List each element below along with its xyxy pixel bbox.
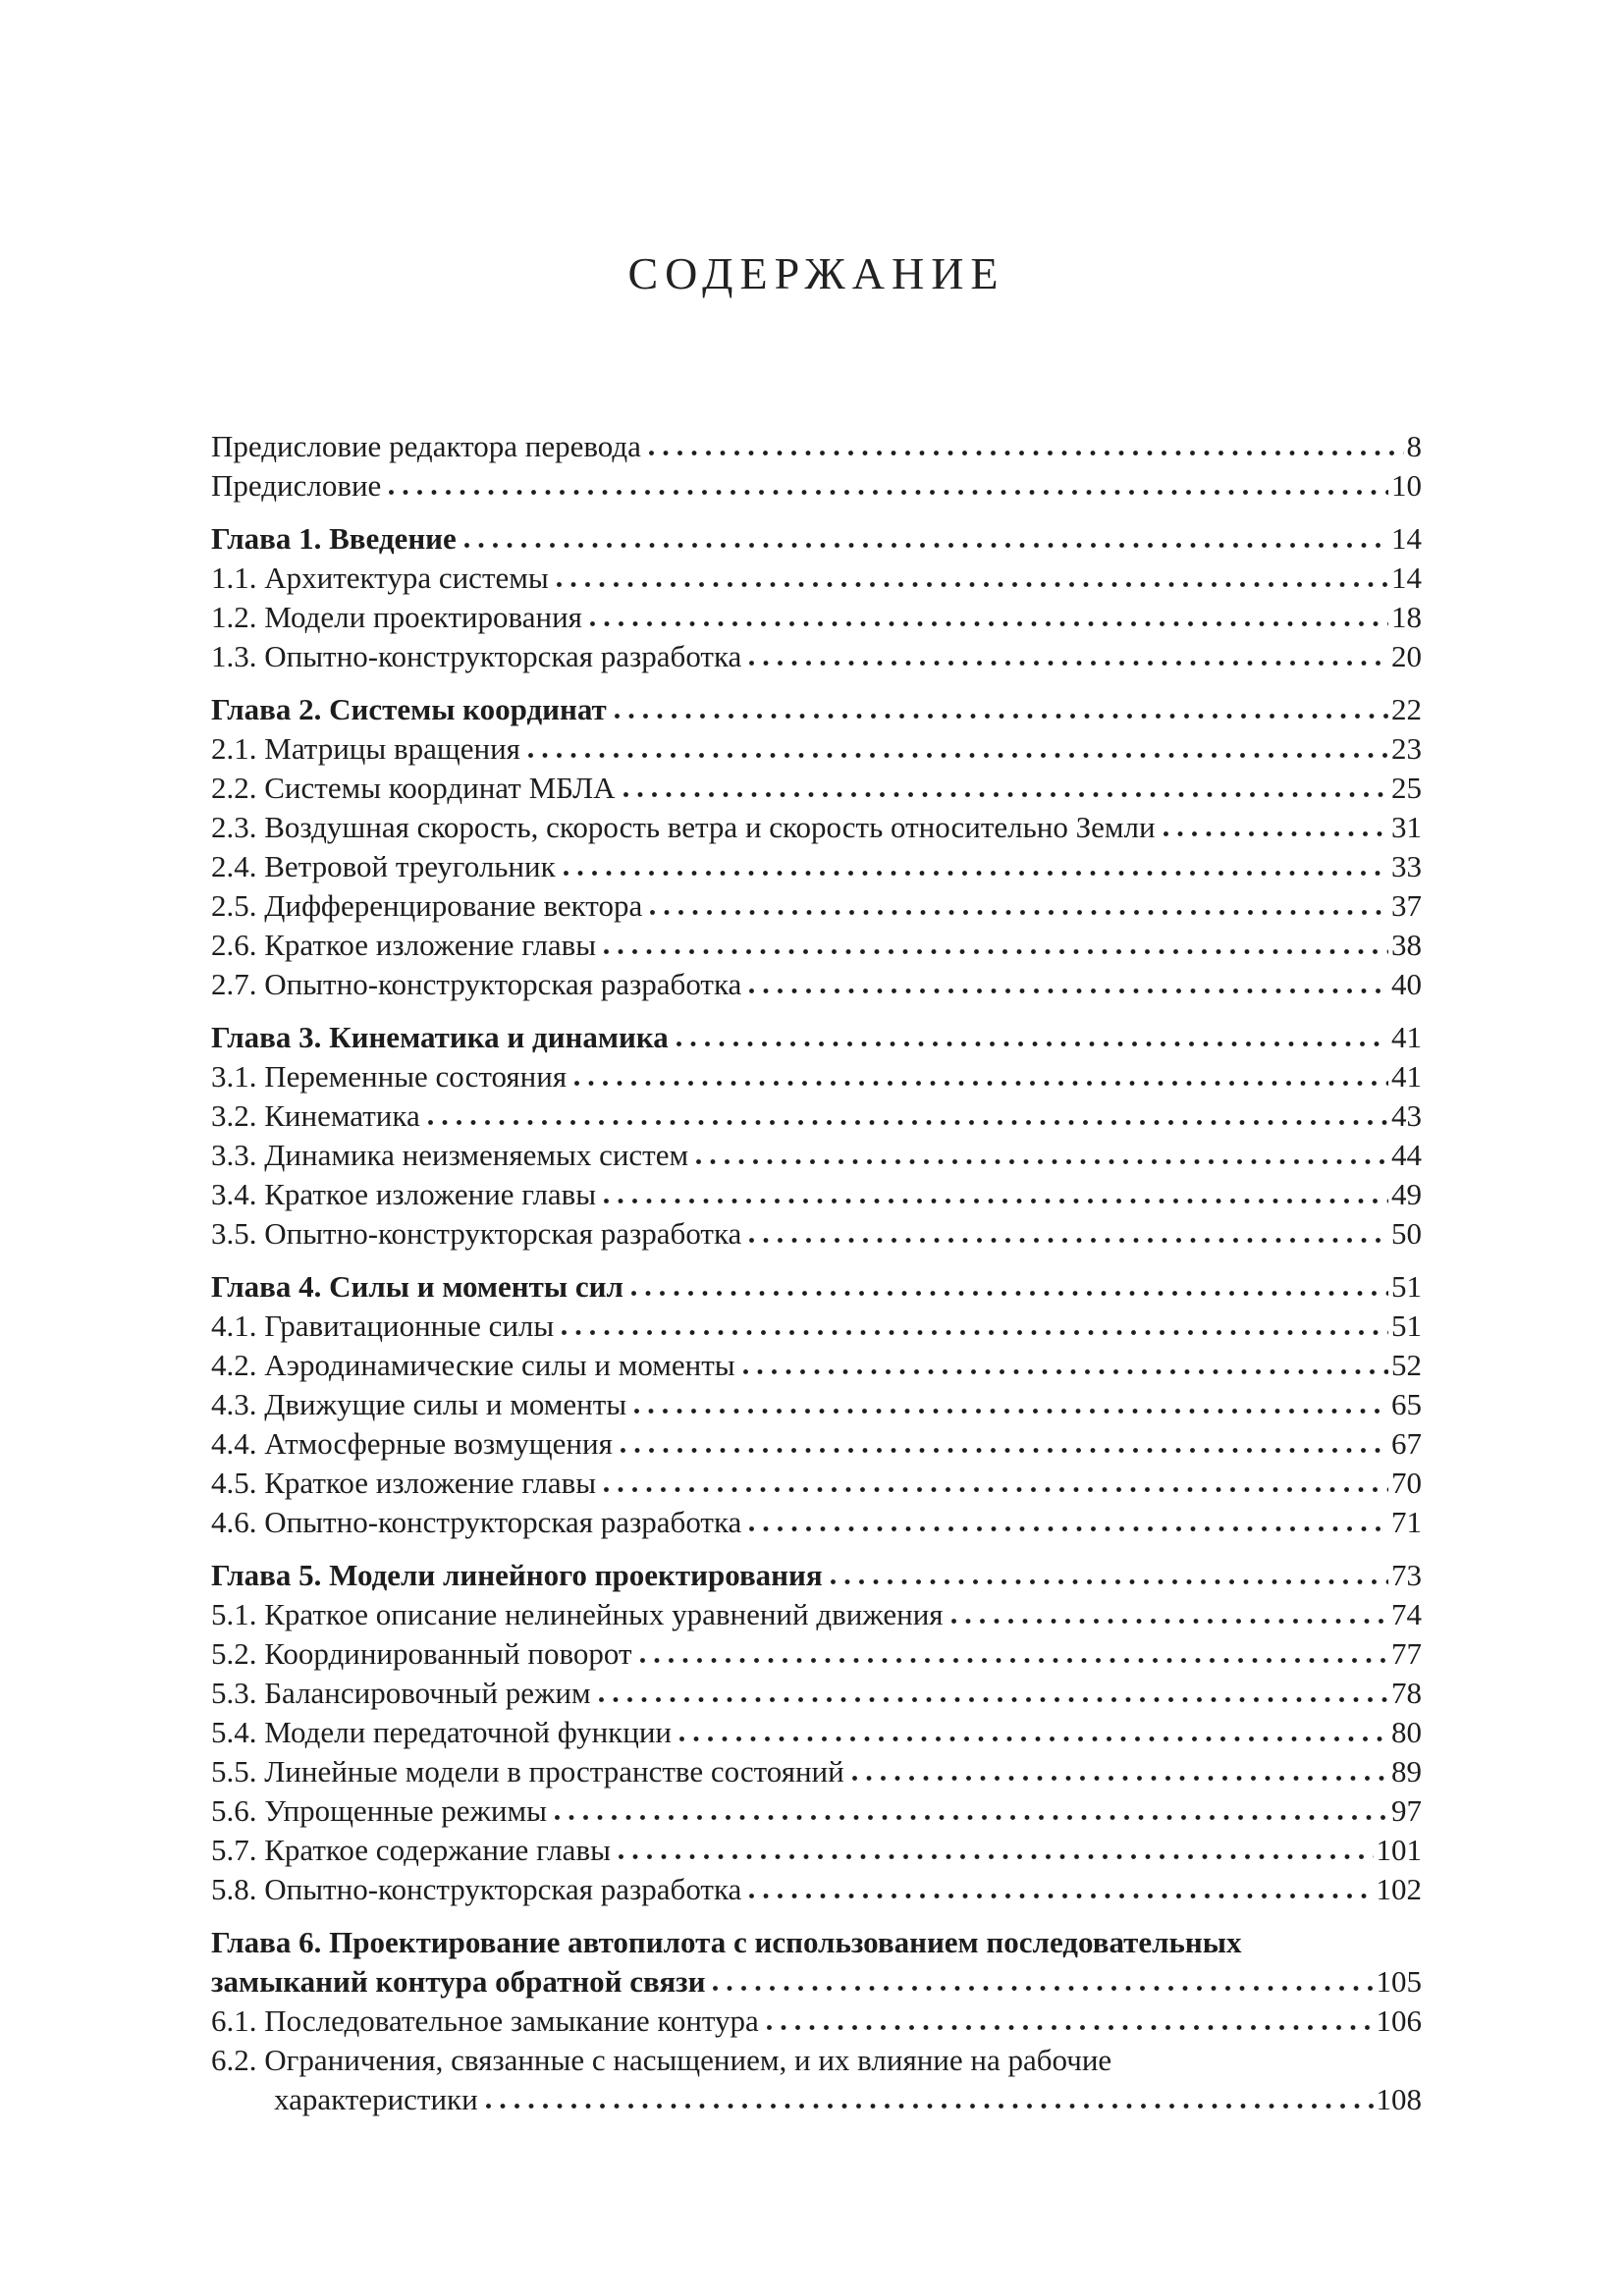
toc-entry-label: 3.4. Краткое изложение главы <box>211 1177 597 1211</box>
toc-entry-label: Глава 1. Введение <box>211 521 457 556</box>
dot-leader <box>618 1853 1374 1860</box>
dot-leader <box>950 1618 1388 1625</box>
toc-entry-label: Глава 3. Кинематика и динамика <box>211 1020 669 1054</box>
toc-entry-page: 38 <box>1391 928 1422 962</box>
toc-entry-label: 2.6. Краткое изложение главы <box>211 928 597 962</box>
toc-entry-line <box>211 1962 1422 2002</box>
toc-entry-line <box>211 1346 1422 1385</box>
toc-entry-label: 1.3. Опытно-конструкторская разработка <box>211 639 742 673</box>
toc-entry-page: 71 <box>1391 1505 1422 1539</box>
toc-entry-line <box>211 559 1422 598</box>
toc-entry-page: 65 <box>1391 1387 1422 1421</box>
toc-entry-page: 14 <box>1391 521 1422 556</box>
dot-leader <box>630 1290 1388 1297</box>
dot-leader <box>676 1041 1388 1047</box>
toc-entry-line <box>211 1752 1422 1791</box>
dot-leader <box>623 791 1388 798</box>
toc-entry-line <box>211 690 1422 729</box>
dot-leader <box>573 1080 1388 1087</box>
dot-leader <box>742 1368 1388 1375</box>
dot-leader <box>427 1119 1388 1126</box>
toc-entry-page: 106 <box>1376 2003 1422 2038</box>
toc-entry-line <box>211 1096 1422 1136</box>
toc-entry-line <box>211 1424 1422 1464</box>
toc-entry-page: 97 <box>1391 1793 1422 1828</box>
toc-entry-label: Глава 5. Модели линейного проектирования <box>211 1558 823 1592</box>
toc-entry-page: 37 <box>1391 888 1422 923</box>
toc-entry-label: 2.4. Ветровой треугольник <box>211 849 556 883</box>
toc-entry-label: Предисловие редактора перевода <box>211 429 641 463</box>
toc-entry-line <box>211 1307 1422 1346</box>
toc-entry-line <box>211 1556 1422 1595</box>
toc-entry-line <box>211 1634 1422 1674</box>
toc-entry-page: 41 <box>1391 1059 1422 1094</box>
toc-entry-label: Глава 6. Проектирование автопилота с использованием последовательных <box>211 1925 1242 1959</box>
toc-entry-line <box>211 1595 1422 1634</box>
toc-entry-label: 4.2. Аэродинамические силы и моменты <box>211 1348 735 1382</box>
toc-entry-page: 89 <box>1391 1754 1422 1789</box>
dot-leader <box>563 870 1388 877</box>
dot-leader <box>556 581 1388 588</box>
toc-entry-line <box>211 1057 1422 1096</box>
toc-entry-line <box>211 2080 1422 2119</box>
toc-entry-page: 18 <box>1391 600 1422 634</box>
toc-entry-label: 4.5. Краткое изложение главы <box>211 1466 597 1500</box>
toc-entry-page: 80 <box>1391 1715 1422 1749</box>
dot-leader <box>527 752 1388 759</box>
toc-group <box>211 1267 1422 1542</box>
dot-leader <box>554 1814 1388 1821</box>
toc-entry-page: 51 <box>1391 1308 1422 1343</box>
toc-entry-page: 101 <box>1376 1833 1422 1867</box>
dot-leader <box>639 1657 1388 1664</box>
toc-entry-page: 70 <box>1391 1466 1422 1500</box>
toc-entry-line <box>211 926 1422 965</box>
toc-entry-page: 23 <box>1391 731 1422 766</box>
toc-entry-line <box>211 1175 1422 1214</box>
toc-entry-label: 3.2. Кинематика <box>211 1098 420 1133</box>
toc-entry-page: 14 <box>1391 561 1422 595</box>
toc-entry-label: Предисловие <box>211 468 382 503</box>
toc-entry-line <box>211 1267 1422 1307</box>
toc-entry-page: 52 <box>1391 1348 1422 1382</box>
toc-entry-page: 74 <box>1391 1597 1422 1631</box>
toc-entry-label: 1.1. Архитектура системы <box>211 561 549 595</box>
toc-entry-page: 40 <box>1391 967 1422 1001</box>
table-of-contents <box>211 427 1422 2119</box>
toc-entry-page: 43 <box>1391 1098 1422 1133</box>
toc-entry-label: 4.4. Атмосферные возмущения <box>211 1426 613 1461</box>
toc-entry-label: 1.2. Модели проектирования <box>211 600 582 634</box>
dot-leader <box>648 450 1404 456</box>
toc-entry-page: 67 <box>1391 1426 1422 1461</box>
toc-group <box>211 690 1422 1004</box>
dot-leader <box>766 2024 1374 2031</box>
dot-leader <box>748 988 1388 994</box>
toc-entry-label: 2.3. Воздушная скорость, скорость ветра и скорость относительно Земли <box>211 810 1156 844</box>
toc-entry-label: 2.5. Дифференцирование вектора <box>211 888 643 923</box>
dot-leader <box>748 1893 1373 1899</box>
toc-entry-page: 10 <box>1391 468 1422 503</box>
dot-leader <box>748 1525 1388 1532</box>
dot-leader <box>388 489 1388 496</box>
dot-leader <box>603 1198 1388 1204</box>
toc-entry-line <box>211 1018 1422 1057</box>
toc-entry-line <box>211 1870 1422 1909</box>
toc-entry-line <box>211 637 1422 676</box>
toc-entry-line <box>211 1464 1422 1503</box>
toc-entry-label: замыканий контура обратной связи <box>211 1964 706 1999</box>
dot-leader <box>561 1329 1388 1336</box>
dot-leader <box>485 2103 1374 2109</box>
toc-entry-line <box>211 2041 1422 2080</box>
toc-entry-label: 3.5. Опытно-конструкторская разработка <box>211 1216 742 1251</box>
dot-leader <box>712 1985 1373 1992</box>
dot-leader <box>851 1775 1388 1782</box>
toc-entry-page: 102 <box>1376 1872 1422 1906</box>
toc-entry-line <box>211 519 1422 559</box>
toc-entry-label: Глава 2. Системы координат <box>211 692 607 726</box>
toc-entry-label: 5.3. Балансировочный режим <box>211 1676 591 1710</box>
dot-leader <box>620 1447 1388 1454</box>
dot-leader <box>614 713 1388 720</box>
toc-entry-line <box>211 965 1422 1004</box>
toc-entry-line <box>211 466 1422 506</box>
toc-entry-line <box>211 1923 1422 1962</box>
dot-leader <box>463 542 1388 549</box>
dot-leader <box>633 1408 1388 1415</box>
dot-leader <box>1163 830 1388 837</box>
toc-entry-page: 105 <box>1376 1964 1422 1999</box>
toc-entry-page: 8 <box>1406 429 1422 463</box>
toc-entry-page: 41 <box>1391 1020 1422 1054</box>
toc-entry-line <box>211 427 1422 466</box>
toc-entry-label: 4.3. Движущие силы и моменты <box>211 1387 627 1421</box>
toc-entry-line <box>211 598 1422 637</box>
toc-entry-label: 4.6. Опытно-конструкторская разработка <box>211 1505 742 1539</box>
toc-entry-page: 20 <box>1391 639 1422 673</box>
toc-entry-line <box>211 808 1422 847</box>
toc-entry-label: 2.1. Матрицы вращения <box>211 731 520 766</box>
dot-leader <box>589 620 1388 627</box>
toc-group <box>211 1018 1422 1254</box>
toc-entry-label: 3.1. Переменные состояния <box>211 1059 568 1094</box>
dot-leader <box>678 1735 1388 1742</box>
dot-leader <box>748 1237 1388 1244</box>
toc-entry-page: 78 <box>1391 1676 1422 1710</box>
dot-leader <box>830 1578 1388 1585</box>
toc-entry-label: 6.2. Ограничения, связанные с насыщением, и их влияние на рабочие <box>211 2043 1112 2077</box>
toc-entry-page: 25 <box>1391 771 1422 805</box>
toc-entry-label: 3.3. Динамика неизменяемых систем <box>211 1138 689 1172</box>
toc-entry-label: Глава 4. Силы и моменты сил <box>211 1269 623 1304</box>
toc-entry-page: 51 <box>1391 1269 1422 1304</box>
dot-leader <box>603 1486 1388 1493</box>
toc-entry-line <box>211 1674 1422 1713</box>
toc-entry-page: 49 <box>1391 1177 1422 1211</box>
toc-entry-line <box>211 886 1422 926</box>
toc-entry-line <box>211 1136 1422 1175</box>
toc-entry-page: 77 <box>1391 1636 1422 1671</box>
dot-leader <box>603 948 1388 955</box>
toc-entry-page: 31 <box>1391 810 1422 844</box>
dot-leader <box>748 660 1388 667</box>
toc-entry-line <box>211 1831 1422 1870</box>
dot-leader <box>695 1158 1388 1165</box>
toc-entry-page: 33 <box>1391 849 1422 883</box>
toc-entry-label: 6.1. Последовательное замыкание контура <box>211 2003 759 2038</box>
toc-entry-line <box>211 729 1422 769</box>
toc-entry-line <box>211 1385 1422 1424</box>
page-title: СОДЕРЖАНИЕ <box>627 248 1005 298</box>
dot-leader <box>649 909 1388 916</box>
toc-entry-label: 5.2. Координированный поворот <box>211 1636 632 1671</box>
toc-entry-page: 73 <box>1391 1558 1422 1592</box>
toc-entry-line <box>211 1503 1422 1542</box>
toc-entry-label: 2.2. Системы координат МБЛА <box>211 771 616 805</box>
toc-entry-label: 5.8. Опытно-конструкторская разработка <box>211 1872 742 1906</box>
toc-group <box>211 427 1422 506</box>
toc-entry-label: 5.4. Модели передаточной функции <box>211 1715 673 1749</box>
toc-group <box>211 1556 1422 1909</box>
toc-entry-line <box>211 2002 1422 2041</box>
toc-entry-page: 22 <box>1391 692 1422 726</box>
toc-entry-label: характеристики <box>274 2082 478 2116</box>
toc-entry-label: 5.6. Упрощенные режимы <box>211 1793 547 1828</box>
toc-entry-line <box>211 1214 1422 1254</box>
toc-group <box>211 519 1422 676</box>
toc-entry-line <box>211 1713 1422 1752</box>
toc-entry-label: 4.1. Гравитационные силы <box>211 1308 555 1343</box>
toc-entry-line <box>211 1791 1422 1831</box>
toc-entry-label: 5.1. Краткое описание нелинейных уравнений движения <box>211 1597 944 1631</box>
toc-entry-line <box>211 847 1422 886</box>
dot-leader <box>598 1696 1388 1703</box>
toc-entry-page: 44 <box>1391 1138 1422 1172</box>
toc-entry-label: 2.7. Опытно-конструкторская разработка <box>211 967 742 1001</box>
toc-entry-line <box>211 769 1422 808</box>
toc-entry-page: 108 <box>1376 2082 1422 2116</box>
toc-entry-label: 5.7. Краткое содержание главы <box>211 1833 611 1867</box>
toc-entry-page: 50 <box>1391 1216 1422 1251</box>
toc-group <box>211 1923 1422 2119</box>
toc-entry-label: 5.5. Линейные модели в пространстве состояний <box>211 1754 844 1789</box>
